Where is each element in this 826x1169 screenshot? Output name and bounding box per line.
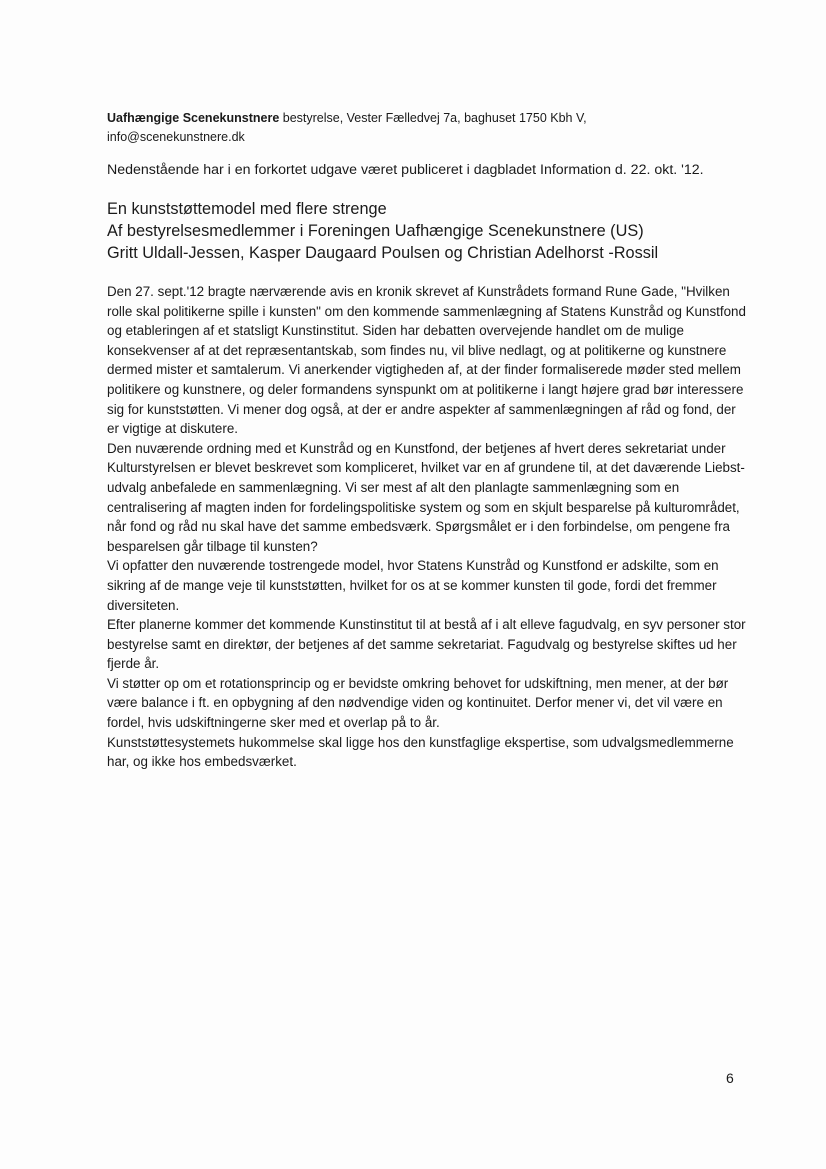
article-byline: Af bestyrelsesmedlemmer i Foreningen Uafhængige Scenekunstnere (US)	[107, 222, 644, 240]
organization-name: Uafhængige Scenekunstnere	[107, 111, 280, 125]
article-title: En kunststøttemodel med flere strenge	[107, 200, 387, 218]
body-paragraph-6: Kunststøttesystemets hukommelse skal ligge hos den kunstfaglige ekspertise, som udvalgsmedlemmerne har, og ikke hos embedsværket.	[107, 734, 734, 770]
organization-address: bestyrelse, Vester Fælledvej 7a, baghuset 1750 Kbh V,	[279, 111, 587, 125]
page-number: 6	[726, 1070, 734, 1086]
article-body	[107, 282, 747, 772]
body-paragraph-5: Vi støtter op om et rotationsprincip og er bevidste omkring behovet for udskiftning, men mener, at der bør være balance i ft. en opbygning af den nødvendige viden og kontinuitet. Derfor mener vi, det vil være en fordel, hvis udskiftningerne sker med et overlap på to år.	[107, 675, 729, 731]
body-paragraph-2: Den nuværende ordning med et Kunstråd og en Kunstfond, der betjenes af hvert deres sekretariat under Kulturstyrelsen er blevet beskrevet som kompliceret, hvilket var en af grundene til, at det daværende Liebst-udvalg anbefalede en sammenlægning. Vi ser mest af alt den planlagte sammenlægning som en centralisering af magten inden for fordelingspolitiske system og som en skjult besparelse på kulturområdet, når fond og råd nu skal have det samme embedsværk. Spørgsmålet er i den forbindelse, om pengene fra besparelsen går tilbage til kunsten?	[107, 440, 745, 554]
article-heading	[107, 198, 787, 264]
body-paragraph-3: Vi opfatter den nuværende tostrengede model, hvor Statens Kunstråd og Kunstfond er adskilte, som en sikring af de mange veje til kunststøtten, hvilket for os at se kommer kunsten til gode, fordi det fremmer diversiteten.	[107, 558, 719, 613]
organization-email: info@scenekunstnere.dk	[107, 130, 245, 144]
organization-header	[107, 109, 707, 147]
body-paragraph-1: Den 27. sept.'12 bragte nærværende avis en kronik skrevet af Kunstrådets formand Rune Gade, "Hvilken rolle skal politikerne spille i kunsten" om den kommende sammenlægning af Statens Kunstråd og Kunstfond og etableringen af et statsligt Kunstinstitut. Siden har debatten overvejende handlet om de mulige konsekvenser af at det repræsentantskab, som findes nu, vil blive nedlagt, og at politikerne og kunstnere dermed mister et samtalerum. Vi anerkender vigtigheden af, at der finder formaliserede møder sted mellem politikere og kunstnere, og deler formandens synspunkt om at politikerne i langt højere grad bør interessere sig for kunststøtten. Vi mener dog også, at der er andre aspekter af sammenlægningen af råd og fond, der er vigtige at diskutere.	[107, 284, 746, 437]
article-authors: Gritt Uldall-Jessen, Kasper Daugaard Poulsen og Christian Adelhorst -Rossil	[107, 244, 659, 262]
body-paragraph-4: Efter planerne kommer det kommende Kunstinstitut til at bestå af i alt elleve fagudvalg, en syv personer stor bestyrelse samt en direktør, der betjenes af det samme sekretariat. Fagudvalg og bestyrelse skiftes ud her fjerde år.	[107, 617, 746, 672]
publication-note: Nedenstående har i en forkortet udgave været publiceret i dagbladet Information d. 22. okt. '12.	[107, 162, 704, 178]
organization-address-line	[107, 109, 707, 128]
